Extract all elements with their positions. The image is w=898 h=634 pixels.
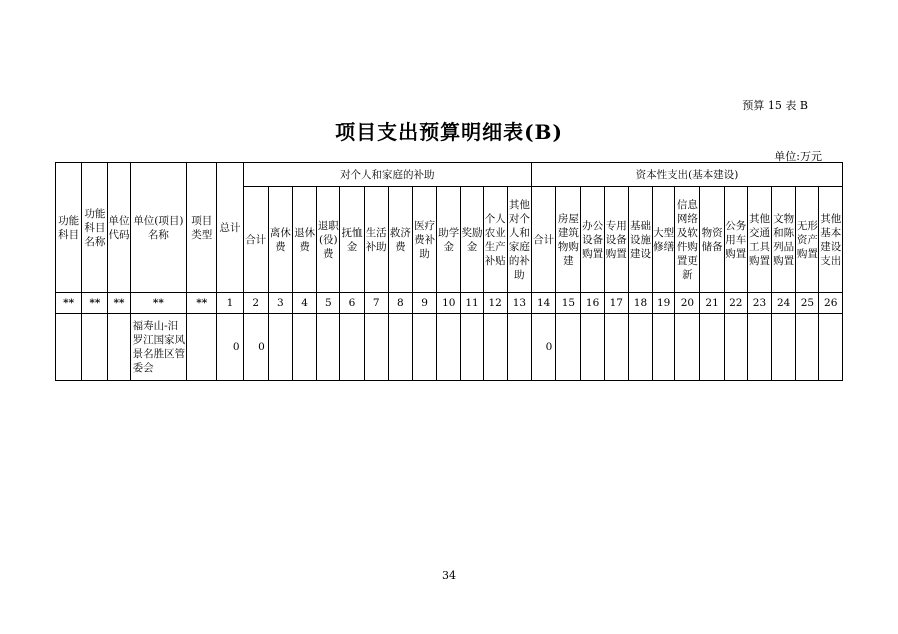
column-number-cell: 17	[604, 293, 628, 314]
data-cell	[628, 314, 652, 381]
data-cell: 0	[532, 314, 556, 381]
group-header-capital: 资本性支出(基本建设)	[532, 163, 843, 187]
col-header-personal-10: 奖励金	[461, 187, 483, 293]
data-cell	[700, 314, 724, 381]
page-title: 项目支出预算明细表(B)	[335, 120, 563, 144]
column-number-cell: 22	[724, 293, 747, 314]
col-header-capital-6: 大型修缮	[653, 187, 675, 293]
col-header-personal-4: 退职(役)费	[317, 187, 340, 293]
col-header-capital-1: 合计	[532, 187, 556, 293]
col-header-capital-11: 文物和陈列品购置	[772, 187, 796, 293]
col-header-personal-3: 退休费	[293, 187, 317, 293]
col-header-personal-6: 生活补助	[364, 187, 388, 293]
col-header-capital-2: 房屋建筑物购建	[556, 187, 581, 293]
column-number-cell: 9	[413, 293, 437, 314]
col-header-capital-10: 其他交通工具购置	[747, 187, 771, 293]
column-number-cell: 21	[700, 293, 724, 314]
group-header-personal: 对个人和家庭的补助	[243, 163, 531, 187]
column-number-cell: 14	[532, 293, 556, 314]
col-header-func-subject: 功能科目	[56, 163, 82, 293]
col-header-capital-12: 无形资产购置	[796, 187, 819, 293]
data-cell	[340, 314, 364, 381]
data-cell	[317, 314, 340, 381]
column-number-cell: 13	[507, 293, 531, 314]
column-number-cell: **	[130, 293, 186, 314]
data-cell	[293, 314, 317, 381]
column-number-cell: 6	[340, 293, 364, 314]
col-header-total: 总计	[217, 163, 243, 293]
column-number-cell: 3	[268, 293, 292, 314]
data-cell	[437, 314, 461, 381]
col-header-personal-2: 离休费	[268, 187, 292, 293]
data-cell	[819, 314, 843, 381]
data-cell	[108, 314, 130, 381]
column-number-cell: 2	[243, 293, 268, 314]
column-number-cell: 23	[747, 293, 771, 314]
column-number-cell: 10	[437, 293, 461, 314]
data-cell	[747, 314, 771, 381]
column-number-cell: 5	[317, 293, 340, 314]
data-cell	[724, 314, 747, 381]
data-cell	[483, 314, 507, 381]
data-cell	[388, 314, 412, 381]
data-cell	[675, 314, 700, 381]
col-header-unit-code: 单位代码	[108, 163, 130, 293]
column-number-cell: **	[187, 293, 217, 314]
column-number-cell: 1	[217, 293, 243, 314]
data-cell	[772, 314, 796, 381]
unit-label: 单位:万元	[774, 150, 822, 163]
table-row	[56, 314, 843, 381]
data-cell	[581, 314, 604, 381]
column-number-cell: 4	[293, 293, 317, 314]
column-number-cell: **	[82, 293, 108, 314]
col-header-personal-7: 救济费	[388, 187, 412, 293]
data-cell	[56, 314, 82, 381]
column-number-cell: 26	[819, 293, 843, 314]
column-number-cell: 25	[796, 293, 819, 314]
data-cell: 0	[243, 314, 268, 381]
data-cell	[604, 314, 628, 381]
column-number-cell: 8	[388, 293, 412, 314]
data-cell	[187, 314, 217, 381]
col-header-personal-12: 其他对个人和家庭的补助	[507, 187, 531, 293]
col-header-capital-7: 信息网络及软件购置更新	[675, 187, 700, 293]
col-header-project-type: 项目类型	[187, 163, 217, 293]
table-tag: 预算 15 表 B	[742, 99, 808, 112]
header-row-groups	[56, 163, 843, 187]
col-header-func-subject-name: 功能科目名称	[82, 163, 108, 293]
column-number-cell: 16	[581, 293, 604, 314]
data-cell	[461, 314, 483, 381]
col-header-capital-4: 专用设备购置	[604, 187, 628, 293]
col-header-personal-9: 助学金	[437, 187, 461, 293]
col-header-capital-3: 办公设备购置	[581, 187, 604, 293]
col-header-capital-9: 公务用车购置	[724, 187, 747, 293]
data-cell	[507, 314, 531, 381]
col-header-personal-5: 抚恤金	[340, 187, 364, 293]
col-header-personal-11: 个人农业生产补贴	[483, 187, 507, 293]
data-cell	[364, 314, 388, 381]
data-cell: 0	[217, 314, 243, 381]
col-header-capital-5: 基础设施建设	[628, 187, 652, 293]
column-number-cell: 12	[483, 293, 507, 314]
data-cell	[268, 314, 292, 381]
column-number-cell: 24	[772, 293, 796, 314]
column-number-cell: **	[56, 293, 82, 314]
col-header-unit-name: 单位(项目)名称	[130, 163, 186, 293]
page-number: 34	[442, 569, 456, 582]
data-cell	[82, 314, 108, 381]
unit-name-cell: 福寿山-汨罗江国家风景名胜区管委会	[130, 314, 186, 381]
data-cell	[796, 314, 819, 381]
budget-table	[55, 162, 843, 381]
data-cell	[556, 314, 581, 381]
data-cell	[413, 314, 437, 381]
column-number-cell: 20	[675, 293, 700, 314]
col-header-personal-8: 医疗费补助	[413, 187, 437, 293]
col-header-personal-1: 合计	[243, 187, 268, 293]
data-cell	[653, 314, 675, 381]
column-number-cell: 11	[461, 293, 483, 314]
column-number-cell: 7	[364, 293, 388, 314]
col-header-capital-8: 物资储备	[700, 187, 724, 293]
column-number-cell: 19	[653, 293, 675, 314]
column-number-cell: 15	[556, 293, 581, 314]
column-number-cell: 18	[628, 293, 652, 314]
column-number-cell: **	[108, 293, 130, 314]
col-header-capital-13: 其他基本建设支出	[819, 187, 843, 293]
column-number-row	[56, 293, 843, 314]
